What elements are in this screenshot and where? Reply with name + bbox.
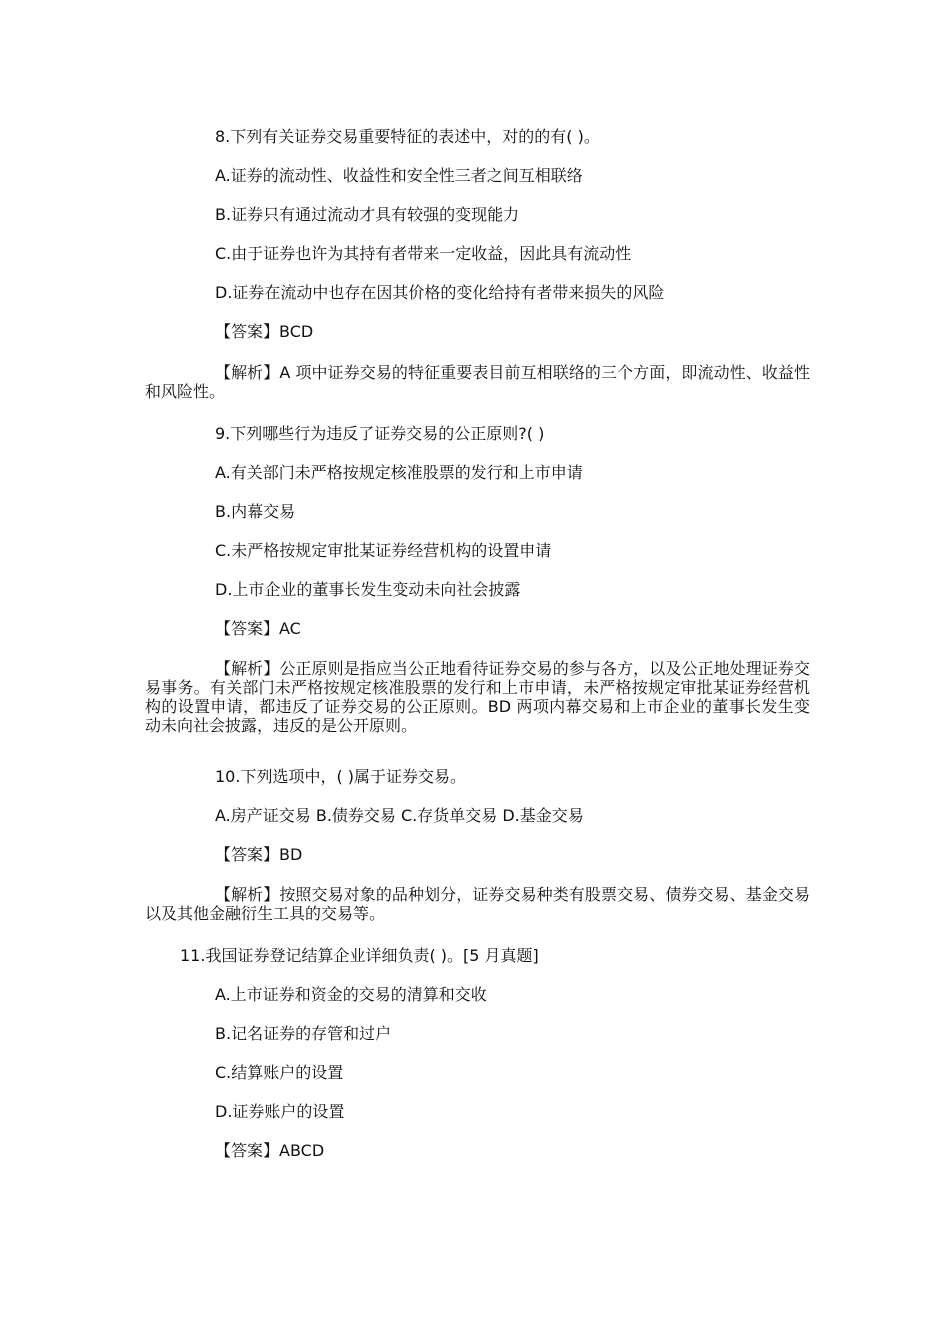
- q9-option-b: B.内幕交易: [215, 502, 296, 521]
- q11-option-a: A.上市证券和资金的交易的清算和交收: [215, 985, 487, 1004]
- q9-option-a: A.有关部门未严格按规定核准股票的发行和上市申请: [215, 463, 583, 482]
- q11-option-d: D.证券账户的设置: [215, 1102, 345, 1121]
- q11-question: 11.我国证券登记结算企业详细负责( )。[5 月真题]: [180, 946, 539, 965]
- q9-option-d: D.上市企业的董事长发生变动未向社会披露: [215, 580, 521, 599]
- q8-question: 8.下列有关证券交易重要特征的表述中，对的的有( )。: [215, 127, 600, 146]
- q11-option-c: C.结算账户的设置: [215, 1063, 344, 1082]
- q11-option-b: B.记名证券的存管和过户: [215, 1024, 392, 1043]
- q8-option-b: B.证券只有通过流动才具有较强的变现能力: [215, 205, 520, 224]
- q8-answer: 【答案】BCD: [215, 322, 314, 341]
- q10-options: A.房产证交易 B.债券交易 C.存货单交易 D.基金交易: [215, 806, 584, 825]
- q9-analysis: 【解析】公正原则是指应当公正地看待证券交易的参与各方，以及公正地处理证券交易事务。有关部门未严格按规定核准股票的发行和上市申请，未严格按规定审批某证券经营机构的设置申请，都违反了证券交易的公正原则。BD 两项内幕交易和上市企业的董事长发生变动未向社会披露，违反的是公开原则。: [145, 659, 810, 735]
- q8-analysis: 【解析】A 项中证券交易的特征重要表目前互相联络的三个方面，即流动性、收益性和风险性。: [145, 363, 810, 401]
- q10-answer: 【答案】BD: [215, 845, 303, 864]
- q9-answer: 【答案】AC: [215, 619, 301, 638]
- q10-analysis: 【解析】按照交易对象的品种划分，证券交易种类有股票交易、债券交易、基金交易以及其他金融衍生工具的交易等。: [145, 885, 810, 923]
- q8-option-a: A.证券的流动性、收益性和安全性三者之间互相联络: [215, 166, 583, 185]
- q8-option-c: C.由于证券也许为其持有者带来一定收益，因此具有流动性: [215, 244, 632, 263]
- q11-answer: 【答案】ABCD: [215, 1141, 325, 1160]
- q9-option-c: C.未严格按规定审批某证券经营机构的设置申请: [215, 541, 552, 560]
- q9-question: 9.下列哪些行为违反了证券交易的公正原则?( ): [215, 424, 545, 443]
- q10-question: 10.下列选项中，( )属于证券交易。: [215, 767, 467, 786]
- q8-option-d: D.证券在流动中也存在因其价格的变化给持有者带来损失的风险: [215, 283, 665, 302]
